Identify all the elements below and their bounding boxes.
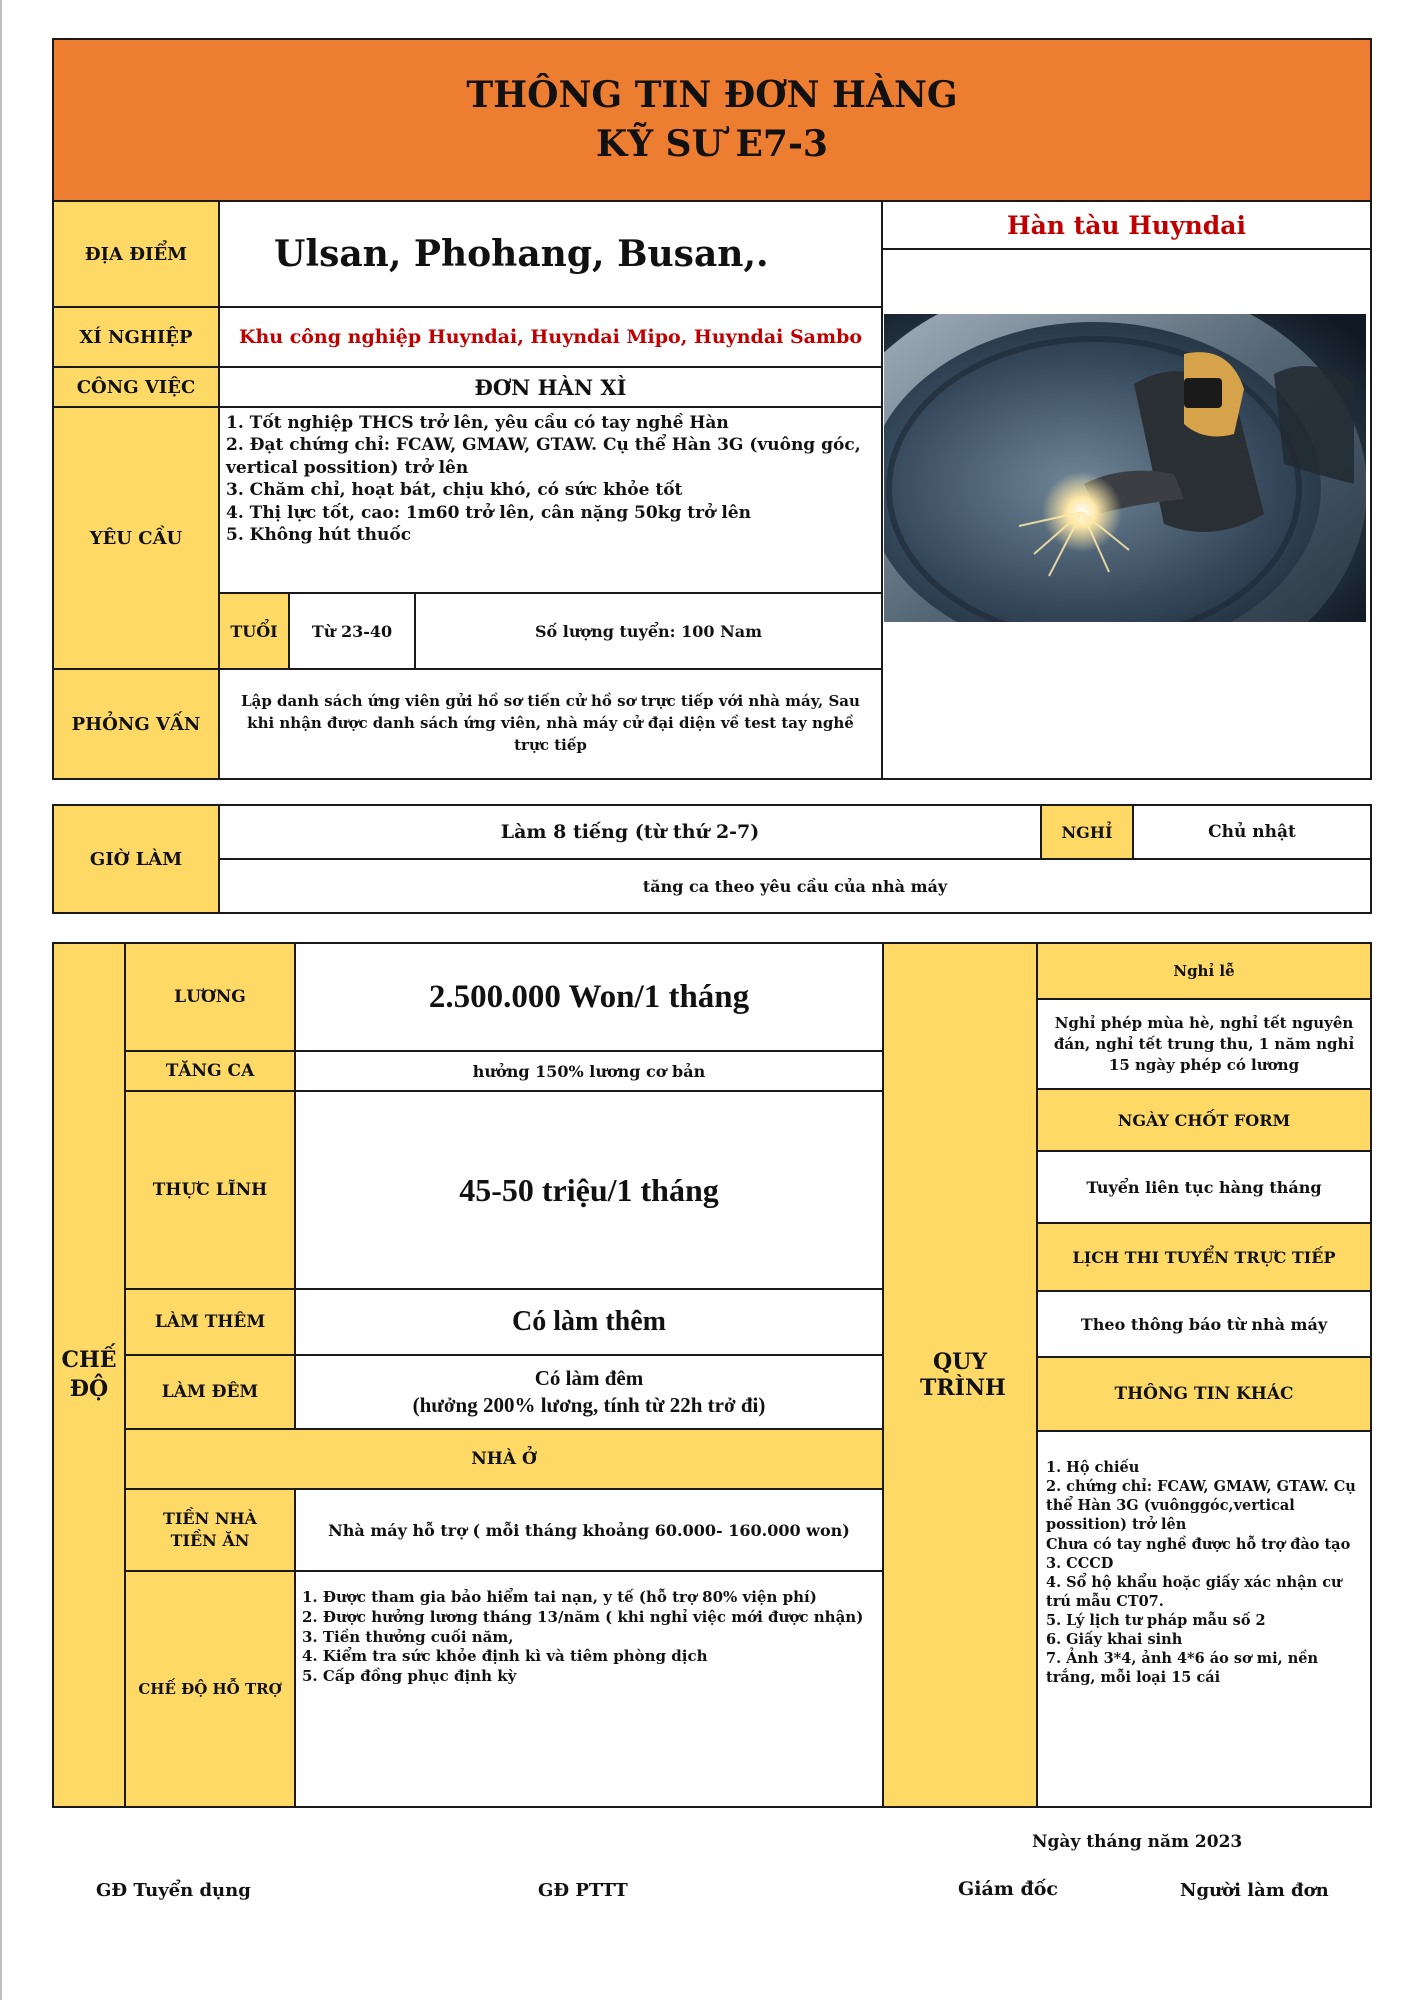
overtime-label: TĂNG CA <box>124 1050 296 1092</box>
requirement-item: 3. Chăm chỉ, hoạt bát, chịu khó, có sức khỏe tốt <box>226 480 683 501</box>
welder-image <box>884 314 1366 622</box>
quota-text: Số lượng tuyển: 100 Nam <box>414 592 883 670</box>
salary-label: LƯƠNG <box>124 942 296 1052</box>
signature-applicant: Người làm đơn <box>1180 1880 1329 1901</box>
requirement-item: 2. Đạt chứng chỉ: FCAW, GMAW, GTAW. Cụ thể Hàn 3G (vuông góc, vertical possition) trở lên <box>226 435 861 478</box>
document-item: 7. Ảnh 3*4, ảnh 4*6 áo sơ mi, nền trắng, mỗi loại 15 cái <box>1046 1650 1319 1687</box>
requirement-item: 5. Không hút thuốc <box>226 525 412 546</box>
signature-dev-director: GĐ PTTT <box>538 1880 628 1901</box>
holiday-header: Nghỉ lễ <box>1036 942 1372 1000</box>
page-subtitle: KỸ SƯ E7-3 <box>596 123 828 165</box>
document-item: Chưa có tay nghề được hỗ trợ đào tạo <box>1046 1535 1351 1553</box>
night-work-label: LÀM ĐÊM <box>124 1354 296 1430</box>
age-label: TUỔI <box>218 592 290 670</box>
exam-schedule-value: Theo thông báo từ nhà máy <box>1036 1290 1372 1358</box>
process-section-label: QUY TRÌNH <box>882 942 1038 1808</box>
requirement-item: 1. Tốt nghiệp THCS trở lên, yêu cầu có tay nghề Hàn <box>226 413 729 433</box>
extra-work-label: LÀM THÊM <box>124 1288 296 1356</box>
document-item: 4. Sổ hộ khẩu hoặc giấy xác nhận cư trú mẫu CT07. <box>1046 1573 1342 1610</box>
support-item: 2. Được hưởng lương tháng 13/năm ( khi nghỉ việc mới được nhận) <box>302 1607 864 1626</box>
hours-label: GIỜ LÀM <box>52 804 220 914</box>
requirement-item: 4. Thị lực tốt, cao: 1m60 trở lên, cân nặng 50kg trở lên <box>226 502 751 523</box>
interview-value: Lập danh sách ứng viên gửi hồ sơ tiến cử hồ sơ trực tiếp với nhà máy, Sau khi nhận được danh sách ứng viên, nhà máy cử đại diện về test tay nghề trực tiếp <box>218 668 883 780</box>
form-deadline-value: Tuyển liên tục hàng tháng <box>1036 1150 1372 1224</box>
document-item: 2. chứng chỉ: FCAW, GMAW, GTAW. Cụ thể Hàn 3G (vuônggóc,vertical possition) trở lên <box>1046 1478 1356 1534</box>
support-item: 1. Được tham gia bảo hiểm tai nạn, y tế (hỗ trợ 80% viện phí) <box>302 1588 817 1606</box>
support-item: 5. Cấp đồng phục định kỳ <box>302 1667 517 1686</box>
benefits-section-label: CHẾ ĐỘ <box>52 942 126 1808</box>
signature-director: Giám đốc <box>958 1878 1059 1900</box>
net-pay-value: 45-50 triệu/1 tháng <box>294 1090 884 1290</box>
other-info-header: THÔNG TIN KHÁC <box>1036 1356 1372 1432</box>
night-work-line1: Có làm đêm <box>534 1365 644 1390</box>
photo-caption: Hàn tàu Huyndai <box>881 200 1372 250</box>
night-work-line2: (hưởng 200% lương, tính từ 22h trở đi) <box>412 1393 766 1417</box>
housing-label: TIỀN NHÀ TIỀN ĂN <box>124 1488 296 1572</box>
housing-value: Nhà máy hỗ trợ ( mỗi tháng khoảng 60.000- 160.000 won) <box>294 1488 884 1572</box>
job-value: ĐƠN HÀN XÌ <box>218 366 883 408</box>
company-label: XÍ NGHIỆP <box>52 306 220 368</box>
extra-work-value: Có làm thêm <box>294 1288 884 1356</box>
document-item: 3. CCCD <box>1046 1554 1114 1572</box>
location-label: ĐỊA ĐIỂM <box>52 200 220 308</box>
work-hours-value: Làm 8 tiếng (từ thứ 2-7) <box>218 804 1042 860</box>
day-off-value: Chủ nhật <box>1132 804 1372 860</box>
requirements-label: YÊU CẦU <box>52 406 220 670</box>
location-value: Ulsan, Phohang, Busan,. <box>218 200 883 308</box>
support-label: CHẾ ĐỘ HỖ TRỢ <box>124 1570 296 1808</box>
salary-value: 2.500.000 Won/1 tháng <box>294 942 884 1052</box>
company-value: Khu công nghiệp Huyndai, Huyndai Mipo, Huyndai Sambo <box>218 306 883 368</box>
net-pay-label: THỰC LĨNH <box>124 1090 296 1290</box>
overtime-value: hưởng 150% lương cơ bản <box>294 1050 884 1092</box>
form-deadline-header: NGÀY CHỐT FORM <box>1036 1088 1372 1152</box>
exam-schedule-header: LỊCH THI TUYỂN TRỰC TIẾP <box>1036 1222 1372 1292</box>
night-work-value <box>294 1354 884 1430</box>
signature-date: Ngày tháng năm 2023 <box>1032 1832 1243 1852</box>
overtime-note: tăng ca theo yêu cầu của nhà máy <box>218 858 1372 914</box>
interview-label: PHỎNG VẤN <box>52 668 220 780</box>
holiday-value: Nghỉ phép mùa hè, nghỉ tết nguyên đán, nghỉ tết trung thu, 1 năm nghỉ 15 ngày phép có lương <box>1036 998 1372 1090</box>
title-banner <box>52 38 1372 202</box>
age-value: Từ 23-40 <box>288 592 416 670</box>
other-info-list <box>1036 1430 1372 1808</box>
signature-recruit-director: GĐ Tuyển dụng <box>96 1880 251 1901</box>
support-list <box>294 1570 884 1808</box>
support-item: 4. Kiểm tra sức khỏe định kì và tiêm phòng dịch <box>302 1647 708 1666</box>
document-item: 6. Giấy khai sinh <box>1046 1631 1183 1649</box>
welding-photo <box>884 314 1366 622</box>
support-item: 3. Tiền thưởng cuối năm, <box>302 1627 514 1646</box>
requirements-list <box>218 406 883 594</box>
day-off-label: NGHỈ <box>1040 804 1134 860</box>
document-item: 1. Hộ chiếu <box>1046 1459 1140 1476</box>
page-title: THÔNG TIN ĐƠN HÀNG <box>466 74 958 117</box>
document-item: 5. Lý lịch tư pháp mẫu số 2 <box>1046 1612 1266 1629</box>
job-label: CÔNG VIỆC <box>52 366 220 408</box>
housing-header: NHÀ Ở <box>124 1428 884 1490</box>
